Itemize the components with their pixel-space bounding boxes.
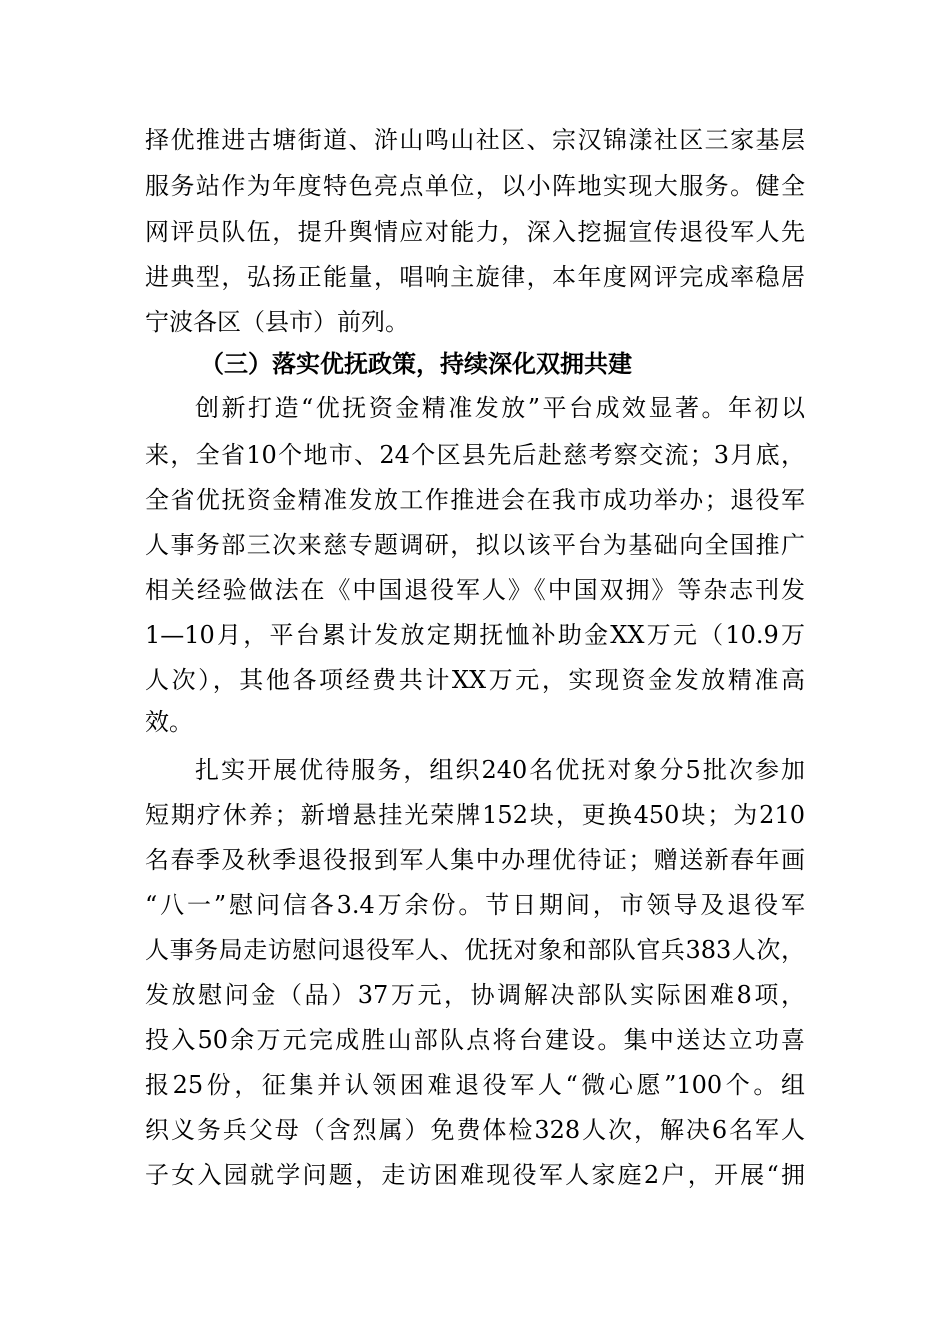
body-line: 投入50余万元完成胜山部队点将台建设。集中送达立功喜	[145, 1026, 805, 1054]
body-line: 服务站作为年度特色亮点单位，以小阵地实现大服务。健全	[145, 172, 805, 200]
body-line: 创新打造“优抚资金精准发放”平台成效显著。年初以	[195, 394, 805, 422]
body-line: 进典型，弘扬正能量，唱响主旋律，本年度网评完成率稳居	[145, 263, 805, 291]
body-line: 择优推进古塘街道、浒山鸣山社区、宗汉锦漾社区三家基层	[145, 126, 805, 154]
body-line: 扎实开展优待服务，组织240名优抚对象分5批次参加	[195, 756, 805, 784]
body-line: 子女入园就学问题，走访困难现役军人家庭2户，开展“拥	[145, 1161, 805, 1189]
section-heading: （三）落实优抚政策，持续深化双拥共建	[200, 349, 632, 378]
body-line: 效。	[145, 708, 193, 736]
body-line: 报25份，征集并认领困难退役军人“微心愿”100个。组	[145, 1071, 805, 1099]
body-line: “八一”慰问信各3.4万余份。节日期间，市领导及退役军	[145, 891, 805, 919]
body-line: 名春季及秋季退役报到军人集中办理优待证；赠送新春年画	[145, 846, 805, 874]
body-line: 全省优抚资金精准发放工作推进会在我市成功举办；退役军	[145, 486, 805, 514]
body-line: 人次），其他各项经费共计XX万元，实现资金发放精准高	[145, 666, 805, 694]
body-line: 相关经验做法在《中国退役军人》《中国双拥》等杂志刊发	[145, 576, 805, 604]
body-line: 人事务局走访慰问退役军人、优抚对象和部队官兵383人次，	[145, 936, 805, 964]
body-line: 发放慰问金（品）37万元，协调解决部队实际困难8项，	[145, 981, 805, 1009]
body-line: 人事务部三次来慈专题调研，拟以该平台为基础向全国推广	[145, 531, 805, 559]
body-line: 宁波各区（县市）前列。	[145, 308, 409, 336]
body-line: 织义务兵父母（含烈属）免费体检328人次，解决6名军人	[145, 1116, 805, 1144]
body-line: 短期疗休养；新增悬挂光荣牌152块，更换450块；为210	[145, 801, 805, 829]
body-line: 1—10月，平台累计发放定期抚恤补助金XX万元（10.9万	[145, 621, 805, 649]
body-line: 网评员队伍，提升舆情应对能力，深入挖掘宣传退役军人先	[145, 218, 805, 246]
body-line: 来，全省10个地市、24个区县先后赴慈考察交流；3月底，	[145, 441, 805, 469]
